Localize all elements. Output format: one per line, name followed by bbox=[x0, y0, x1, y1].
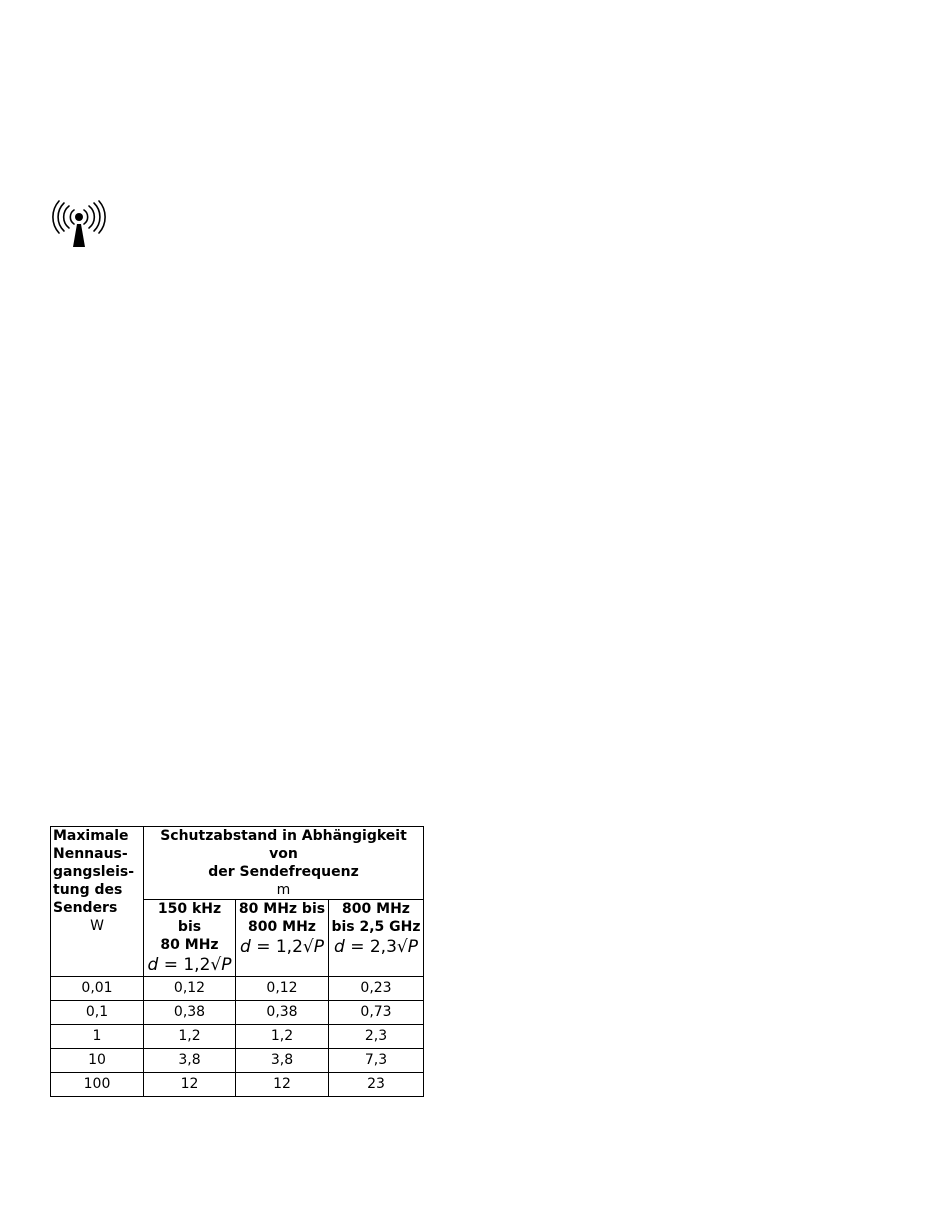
distance-cell: 12 bbox=[236, 1073, 329, 1097]
table-row bbox=[51, 1001, 424, 1025]
distance-cell: 1,2 bbox=[144, 1025, 236, 1049]
power-header-line: Nennaus- bbox=[53, 846, 128, 862]
table-row bbox=[51, 1073, 424, 1097]
band-label: 80 MHz bbox=[160, 937, 219, 953]
band-label: 800 MHz bbox=[342, 901, 410, 917]
distance-cell: 0,38 bbox=[236, 1001, 329, 1025]
power-header-line: gangsleis- bbox=[53, 864, 135, 880]
distance-cell: 23 bbox=[329, 1073, 424, 1097]
band-formula: d = 1,2√P bbox=[240, 937, 324, 957]
max-output-power-header bbox=[51, 827, 144, 977]
table-row bbox=[51, 977, 424, 1001]
distance-cell: 1,2 bbox=[236, 1025, 329, 1049]
table-row bbox=[51, 1025, 424, 1049]
separation-distance-table bbox=[50, 826, 424, 1097]
distance-cell: 0,12 bbox=[144, 977, 236, 1001]
power-cell: 1 bbox=[51, 1025, 144, 1049]
distance-cell: 0,73 bbox=[329, 1001, 424, 1025]
distance-unit: m bbox=[276, 882, 291, 898]
power-cell: 0,1 bbox=[51, 1001, 144, 1025]
power-cell: 100 bbox=[51, 1073, 144, 1097]
distance-cell: 2,3 bbox=[329, 1025, 424, 1049]
distance-header-line2: der Sendefrequenz bbox=[208, 864, 359, 880]
power-cell: 10 bbox=[51, 1049, 144, 1073]
power-unit: W bbox=[90, 918, 104, 934]
power-header-line: Senders bbox=[53, 900, 118, 916]
distance-cell: 0,23 bbox=[329, 977, 424, 1001]
power-header-line: Maximale bbox=[53, 828, 129, 844]
band-150khz-80mhz bbox=[144, 900, 236, 977]
distance-cell: 0,38 bbox=[144, 1001, 236, 1025]
separation-distance-header bbox=[144, 827, 424, 900]
power-header-line: tung des bbox=[53, 882, 123, 898]
distance-cell: 12 bbox=[144, 1073, 236, 1097]
band-label: 800 MHz bbox=[248, 919, 316, 935]
distance-cell: 0,12 bbox=[236, 977, 329, 1001]
distance-cell: 3,8 bbox=[144, 1049, 236, 1073]
band-label: 150 kHz bis bbox=[157, 901, 222, 935]
power-cell: 0,01 bbox=[51, 977, 144, 1001]
band-800mhz-2-5ghz bbox=[329, 900, 424, 977]
distance-header-line1: Schutzabstand in Abhängigkeit von bbox=[160, 828, 407, 862]
band-80mhz-800mhz bbox=[236, 900, 329, 977]
band-label: 80 MHz bis bbox=[238, 901, 326, 917]
band-formula: d = 2,3√P bbox=[334, 937, 418, 957]
non-ionizing-radiation-icon bbox=[52, 200, 106, 248]
band-formula: d = 1,2√P bbox=[147, 955, 232, 975]
table-row bbox=[51, 1049, 424, 1073]
distance-cell: 3,8 bbox=[236, 1049, 329, 1073]
band-label: bis 2,5 GHz bbox=[331, 919, 421, 935]
distance-cell: 7,3 bbox=[329, 1049, 424, 1073]
